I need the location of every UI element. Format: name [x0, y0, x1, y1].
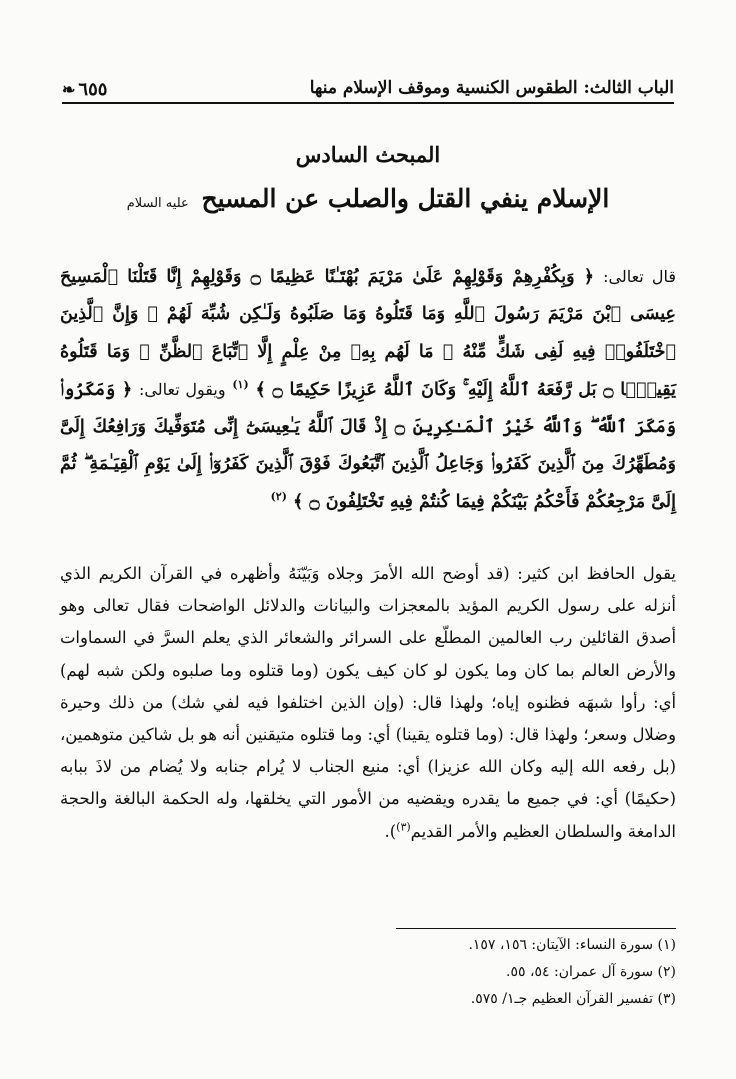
section-title [0, 184, 736, 213]
ornament-icon: ❧ [62, 80, 76, 99]
verse-intro-2: ويقول تعالى: [139, 379, 226, 399]
page-number [62, 79, 107, 102]
verse-intro-1: قال تعالى: [603, 267, 677, 286]
footnote-ref-3: (٣) [396, 820, 411, 834]
page-number-value: ٦٥٥ [78, 79, 108, 100]
quran-verses [60, 258, 676, 521]
footnote-ref-1: (١) [232, 378, 249, 392]
footnote-2: (٢) سورة آل عمران: ٥٤، ٥٥. [506, 964, 676, 980]
verse-quote-2: ﴿ وَمَكَرُوا۟ وَمَكَرَ ٱللَّهُ ۖ وَٱللَّهُ خَيْرُ ٱلْمَـٰكِرِينَ ۝ إِذْ قَالَ ٱللَّهُ يَـٰعِيسَىٰٓ إِنِّى مُتَوَفِّيكَ وَرَافِعُكَ إِلَىَّ وَمُطَهِّرُكَ مِنَ ٱلَّذِينَ كَفَرُوا۟ وَجَاعِلُ ٱلَّذِينَ ٱتَّبَعُوكَ فَوْقَ ٱلَّذِينَ كَفَرُوٓا۟ إِلَىٰ يَوْمِ ٱلْقِيَـٰمَةِ ۖ ثُمَّ إِلَىَّ مَرْجِعُكُمْ فَأَحْكُمُ بَيْنَكُمْ فِيمَا كُنتُمْ فِيهِ تَخْتَلِفُونَ ۝ ﴾ [60, 379, 676, 512]
commentary-end: ). [384, 821, 397, 841]
section-label: المبحث السادس [295, 142, 441, 167]
page-header [62, 68, 674, 104]
commentary-paragraph [60, 558, 676, 848]
section-title-text: الإسلام ينفي القتل والصلب عن المسيح [201, 184, 610, 213]
honorific-mark: عليه السلام [126, 196, 189, 211]
footnote-divider [396, 928, 676, 929]
footnote-ref-2: (٢) [270, 489, 287, 503]
footnote-3: (٣) تفسير القرآن العظيم جـ١/ ٥٧٥. [470, 991, 676, 1007]
running-title: الباب الثالث: الطقوس الكنسية وموقف الإسلام منها [309, 78, 674, 98]
commentary-text: يقول الحافظ ابن كثير: (قد أوضح الله الأمرَ وجلاه وَبَيّنَهُ وأظهره في القرآن الكريم الذي أنزله على رسول الكريم المؤيد بالمعجزات والبيانات والدلائل الواضحات فقال تعالى وهو أصدق القائلين رب العالمين المطلّع على السرائر والشعائر الذي يعلم السرَّ في السماوات والأرض العالم بما كان وما يكون لو كان كيف يكون (وما قتلوه وما صلبوه ولكن شبه لهم) أي: رأوا شبهَه فظنوه إياه؛ ولهذا قال: (وإن الذين اختلفوا فيه لفي شك) من ذلك وحيرة وضلال وسعر؛ ولهذا قال: (وما قتلوه يقينا) أي: وما قتلوه متيقنين أنه هو بل شاكين متوهمين، (بل رفعه الله إليه وكان الله عزيزا) أي: منيع الجناب لا يُرام جنابه ولا يُضام من لاذَ ببابه (حكيمًا) أي: في جميع ما يقدره ويقضيه من الأمور التي يخلقها، وله الحكمة البالغة والحجة الدامغة والسلطان العظيم والأمر القديم [60, 564, 676, 841]
footnote-1: (١) سورة النساء: الآيتان: ١٥٦، ١٥٧. [468, 937, 676, 953]
footnotes [60, 932, 676, 1013]
verse-quote-1: ﴿ وَبِكُفْرِهِمْ وَقَوْلِهِمْ عَلَىٰ مَرْيَمَ بُهْتَـٰنًا عَظِيمًا ۝ وَقَوْلِهِمْ إِنَّا قَتَلْنَا ٱلْمَسِيحَ عِيسَى ٱبْنَ مَرْيَمَ رَسُولَ ٱللَّهِ وَمَا قَتَلُوهُ وَمَا صَلَبُوهُ وَلَـٰكِن شُبِّهَ لَهُمْ ۚ وَإِنَّ ٱلَّذِينَ ٱخْتَلَفُوا۟ فِيهِ لَفِى شَكٍّ مِّنْهُ ۚ مَا لَهُم بِهِۦ مِنْ عِلْمٍ إِلَّا ٱتِّبَاعَ ٱلظَّنِّ ۚ وَمَا قَتَلُوهُ يَقِينًۢا ۝ بَل رَّفَعَهُ ٱللَّهُ إِلَيْهِ ۚ وَكَانَ ٱللَّهُ عَزِيزًا حَكِيمًا ۝ ﴾ [60, 267, 677, 400]
